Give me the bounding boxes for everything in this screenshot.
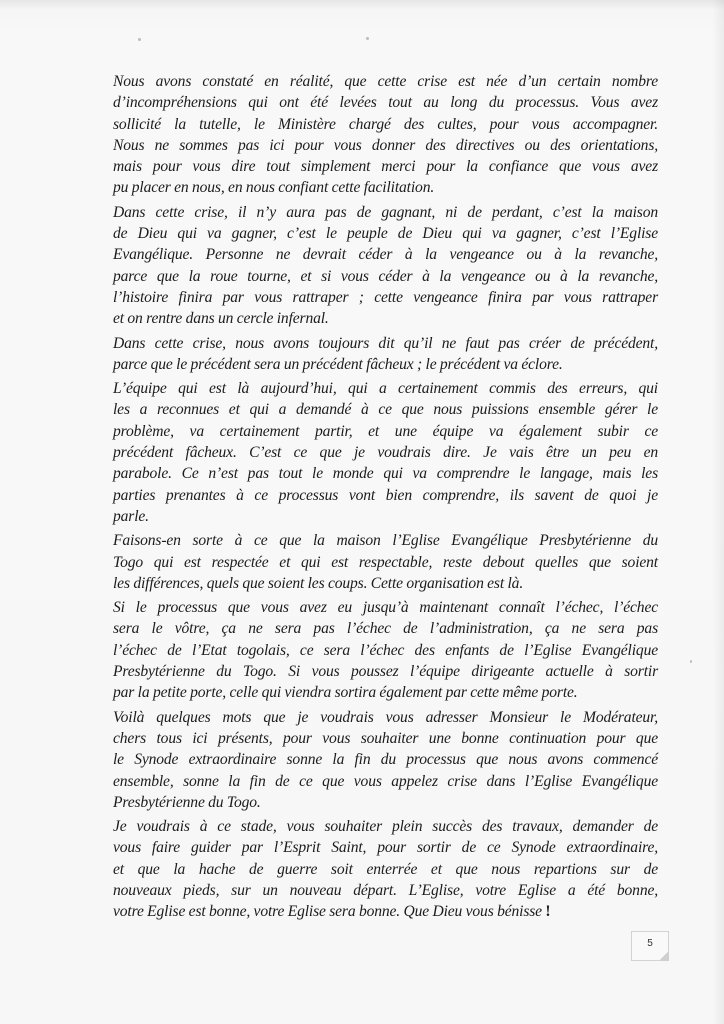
scan-speck	[690, 660, 692, 663]
paragraph-2	[113, 202, 658, 330]
text-line: le Synode extraordinaire sonne la fin du processus que nous avons commencé	[113, 751, 658, 769]
text-line: Si le processus que vous avez eu jusqu’à maintenant connaît l’échec, l’échec	[113, 599, 658, 617]
text-line: parle.	[113, 507, 149, 525]
text-line: et que la hache de guerre soit enterrée et que nous repartions sur de	[113, 860, 658, 878]
paragraph-8	[113, 816, 658, 922]
paragraph-3	[113, 333, 658, 376]
text-line: ensemble, sonne la fin de ce que vous appelez crise dans l’Eglise Evangélique	[113, 772, 658, 790]
paragraph-6	[113, 597, 658, 703]
text-line: parce que la roue tourne, et si vous céder à la vengeance ou à la revanche,	[113, 267, 658, 285]
text-line: les différences, quels que soient les coups. Cette organisation est là.	[113, 574, 524, 592]
scan-speck	[366, 37, 369, 40]
text-line: Voilà quelques mots que je voudrais vous adresser Monsieur le Modérateur,	[113, 708, 658, 726]
text-line: par la petite porte, celle qui viendra sortira également par cette même porte.	[113, 684, 578, 702]
text-line: pu placer en nous, en nous confiant cette facilitation.	[113, 179, 435, 197]
text-line: les a reconnues et qui a demandé à ce que nous puissions ensemble gérer le	[113, 401, 658, 419]
text-line: l’histoire finira par vous rattraper ; cette vengeance finira par vous rattraper	[113, 288, 658, 306]
text-line: parce que le précédent sera un précédent fâcheux ; le précédent va éclore.	[113, 355, 563, 373]
paragraph-4	[113, 378, 658, 527]
text-line: parabole. Ce n’est pas tout le monde qui va comprendre le langage, mais les	[113, 465, 658, 483]
text-line: Faisons-en sorte à ce que la maison l’Eglise Evangélique Presbytérienne du	[113, 532, 658, 550]
text-line: Dans cette crise, il n’y aura pas de gagnant, ni de perdant, c’est la maison	[113, 203, 658, 221]
text-line: Evangélique. Personne ne devrait céder à la vengeance ou à la revanche,	[113, 246, 658, 264]
scan-speck	[138, 38, 141, 41]
text-line: Presbytérienne du Togo.	[113, 793, 261, 811]
text-line: Nous avons constaté en réalité, que cette crise est née d’un certain nombre	[113, 73, 658, 90]
text-line	[113, 901, 658, 922]
text-line: Presbytérienne du Togo. Si vous poussez l’équipe dirigeante actuelle à sortir	[113, 663, 658, 681]
text-line: mais pour vous dire tout simplement merci pour la confiance que vous avez	[113, 158, 658, 176]
text-line: et on rentre dans un cercle infernal.	[113, 310, 329, 328]
paragraph-5	[113, 530, 658, 594]
text-line: chers tous ici présents, pour vous souhaiter une bonne continuation pour que	[113, 729, 658, 747]
text-line: Togo qui est respectée et qui est respectable, reste debout quelles que soient	[113, 553, 658, 571]
text-line: parties prenantes à ce processus vont bien comprendre, ils savent de quoi je	[113, 486, 658, 504]
text-line: Je voudrais à ce stade, vous souhaiter plein succès des travaux, demander de	[113, 818, 658, 836]
paragraph-1	[113, 71, 658, 199]
text-line: problème, va certainement partir, et une équipe va également subir ce	[113, 422, 658, 440]
paragraph-7	[113, 707, 658, 813]
text-line: précédent fâcheux. C’est ce que je voudrais dire. Je vais être un peu en	[113, 444, 658, 462]
text-line: vous faire guider par l’Esprit Saint, pour sortir de ce Synode extraordinaire,	[113, 839, 658, 857]
text-line: sollicité la tutelle, le Ministère chargé des cultes, pour vous accompagner.	[113, 115, 658, 133]
page-number: 5	[647, 938, 653, 949]
document-body	[113, 71, 658, 923]
exclamation-mark: !	[545, 903, 551, 921]
text-line: nouveaux pieds, sur un nouveau départ. L’Eglise, votre Eglise a été bonne,	[113, 881, 658, 899]
text-line: sera le vôtre, ça ne sera pas l’échec de l’administration, ça ne sera pas	[113, 620, 658, 638]
closing-text: votre Eglise est bonne, votre Eglise sera bonne. Que Dieu vous bénisse	[113, 903, 542, 921]
text-line: Nous ne sommes pas ici pour vous donner des directives ou des orientations,	[113, 136, 658, 154]
page-number-badge	[631, 931, 669, 961]
text-line: d’incompréhensions qui ont été levées tout au long du processus. Vous avez	[113, 94, 658, 112]
text-line: Dans cette crise, nous avons toujours dit qu’il ne faut pas créer de précédent,	[113, 334, 658, 352]
text-line: de Dieu qui va gagner, c’est le peuple de Dieu qui va gagner, c’est l’Eglise	[113, 225, 658, 243]
text-line: l’échec de l’Etat togolais, ce sera l’échec des enfants de l’Eglise Evangélique	[113, 641, 658, 659]
text-line: L’équipe qui est là aujourd’hui, qui a certainement commis des erreurs, qui	[113, 380, 658, 398]
